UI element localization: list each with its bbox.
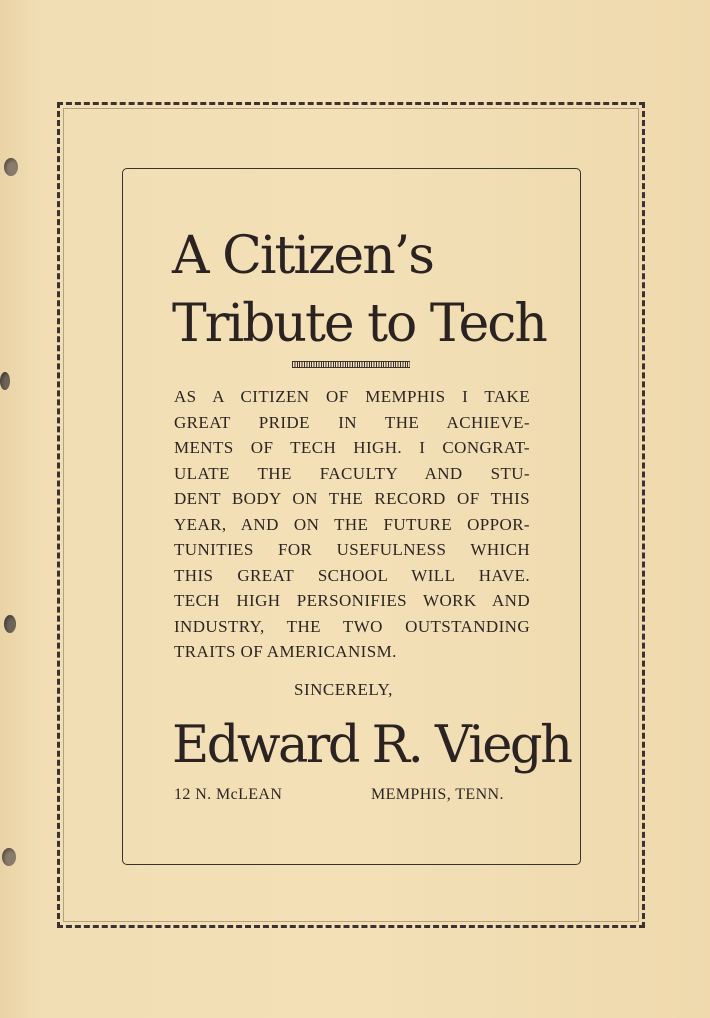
punch-hole-top <box>4 158 18 176</box>
body-line: THIS GREAT SCHOOL WILL HAVE. <box>174 565 530 585</box>
body-line: INDUSTRY, THE TWO OUTSTANDING <box>174 616 530 636</box>
punch-hole-lower-middle <box>4 615 16 633</box>
punch-hole-bottom <box>2 848 16 866</box>
closing-salutation: SINCERELY, <box>294 680 393 699</box>
signature-name: Edward R. Viegh <box>172 716 571 775</box>
body-line: GREAT PRIDE IN THE ACHIEVE- <box>174 412 530 432</box>
ornamental-divider <box>292 361 410 368</box>
body-line: ULATE THE FACULTY AND STU- <box>174 463 530 483</box>
body-line: MENTS OF TECH HIGH. I CONGRAT- <box>174 438 530 457</box>
tribute-body <box>174 384 530 665</box>
body-line: YEAR, AND ON THE FUTURE OPPOR- <box>174 514 530 534</box>
body-line: DENT BODY ON THE RECORD OF THIS <box>174 489 530 508</box>
punch-hole-upper-middle <box>0 372 10 390</box>
title-line-2: Tribute to Tech <box>172 294 546 354</box>
page-title <box>172 222 572 358</box>
body-line: TRAITS OF AMERICANISM. <box>174 642 397 661</box>
city-state: MEMPHIS, TENN. <box>371 786 504 803</box>
body-line: TECH HIGH PERSONIFIES WORK AND <box>174 591 530 610</box>
body-line: TUNITIES FOR USEFULNESS WHICH <box>174 540 530 559</box>
street-address: 12 N. McLEAN <box>174 786 283 803</box>
body-line: AS A CITIZEN OF MEMPHIS I TAKE <box>174 387 530 406</box>
title-line-1: A Citizen’s <box>172 226 433 286</box>
